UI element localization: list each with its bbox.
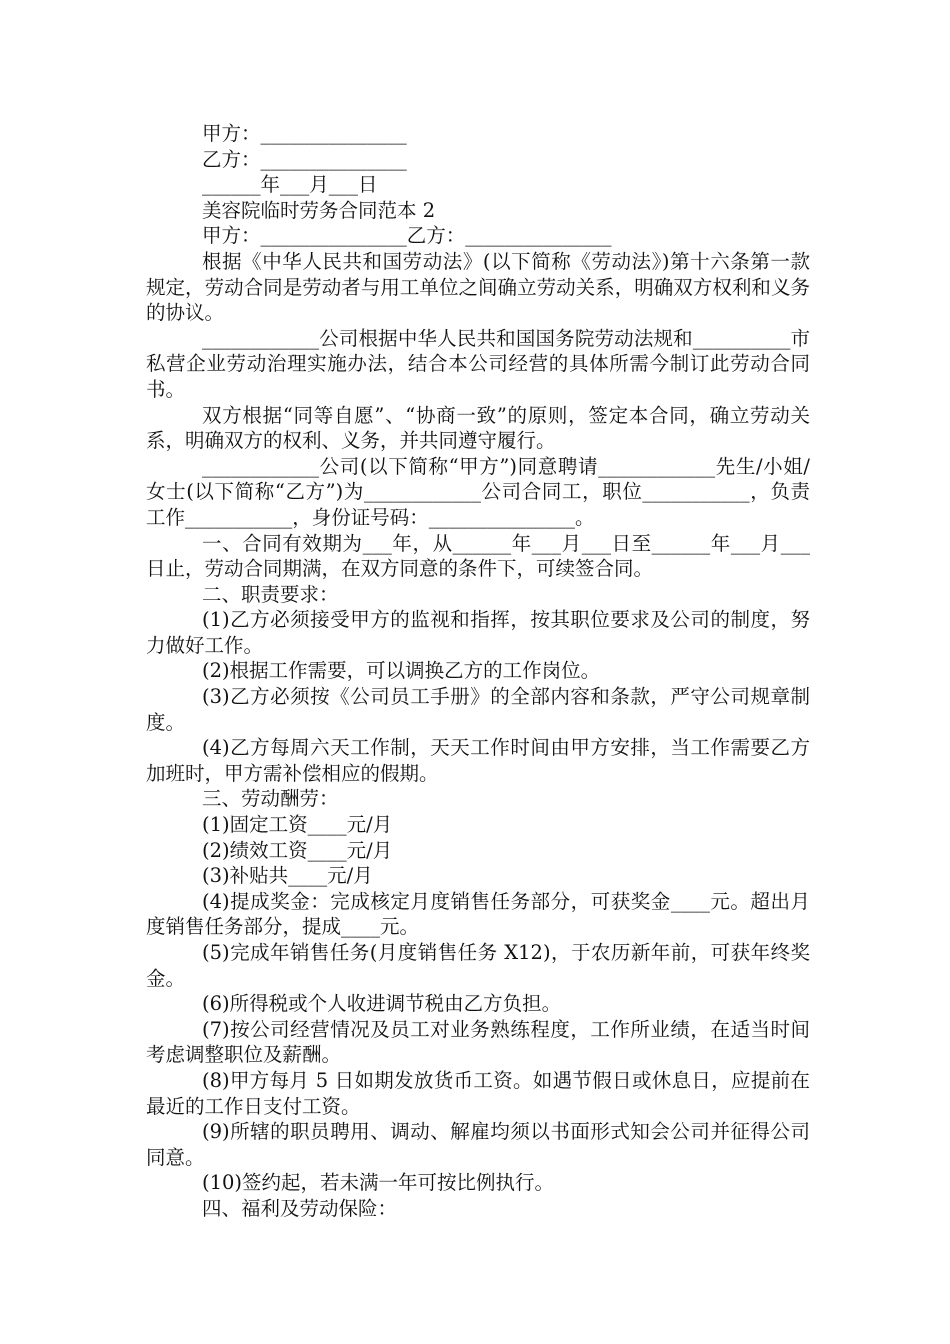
duty-item-3: (3)乙方必须按《公司员工手册》的全部内容和条款，严守公司规章制度。 [146, 685, 810, 734]
pay-item-5: (5)完成年销售任务(月度销售任务 X12)，于农历新年前，可获年终奖金。 [146, 941, 810, 990]
duty-item-4: (4)乙方每周六天工作制，天天工作时间由甲方安排，当工作需要乙方加班时，甲方需补偿相应的假期。 [146, 736, 810, 785]
paragraph-employment: ____________公司(以下简称“甲方”)同意聘请____________先生/小姐/女士(以下简称“乙方”)为____________公司合同工，职位___________，负责工作___________，身份证号码：_______________。 [146, 454, 810, 529]
pay-item-4: (4)提成奖金：完成核定月度销售任务部分，可获奖金____元。超出月度销售任务部分，提成____元。 [146, 889, 810, 939]
pay-item-3: (3)补贴共____元/月 [202, 864, 373, 888]
pay-item-8: (8)甲方每月 5 日如期发放货币工资。如遇节假日或休息日，应提前在最近的工作日支付工资。 [146, 1068, 810, 1118]
parties-line: 甲方：_______________乙方：_______________ [202, 224, 612, 248]
pay-item-9: (9)所辖的职员聘用、调动、解雇均须以书面形式知会公司并征得公司同意。 [146, 1120, 810, 1169]
clause-pay-heading: 三、劳动酬劳： [202, 787, 339, 811]
document-page [146, 121, 810, 1222]
pay-item-1: (1)固定工资____元/月 [202, 813, 393, 837]
party-a-line: 甲方：_______________ [202, 122, 407, 145]
paragraph-intro: 根据《中华人民共和国劳动法》(以下简称《劳动法》)第十六条第一款规定，劳动合同是劳动者与用工单位之间确立劳动关系，明确双方权利和义务的协议。 [146, 249, 810, 325]
duty-item-1: (1)乙方必须接受甲方的监视和指挥，按其职位要求及公司的制度，努力做好工作。 [146, 608, 810, 657]
paragraph-principle: 双方根据“同等自愿”、“协商一致”的原则，签定本合同，确立劳动关系，明确双方的权利、义务，并共同遵守履行。 [146, 403, 810, 453]
pay-item-6: (6)所得税或个人收进调节税由乙方负担。 [202, 992, 562, 1016]
clause-term: 一、合同有效期为___年，从______年___月___日至______年___月___日止，劳动合同期满，在双方同意的条件下，可续签合同。 [146, 531, 810, 581]
clause-duties-heading: 二、职责要求： [202, 582, 339, 606]
paragraph-company-basis: ____________公司根据中华人民共和国国务院劳动法规和__________市私营企业劳动治理实施办法，结合本公司经营的具体所需今制订此劳动合同书。 [146, 326, 810, 401]
date-line: ______年___月___日 [202, 173, 378, 197]
document-title: 美容院临时劳务合同范本 2 [202, 198, 436, 222]
party-b-line: 乙方：_______________ [202, 147, 407, 171]
duty-item-2: (2)根据工作需要，可以调换乙方的工作岗位。 [202, 659, 601, 683]
pay-item-7: (7)按公司经营情况及员工对业务熟练程度，工作所业绩，在适当时间考虑调整职位及薪酬。 [146, 1017, 810, 1067]
clause-welfare-heading: 四、福利及劳动保险： [202, 1196, 398, 1220]
pay-item-2: (2)绩效工资____元/月 [202, 838, 393, 862]
pay-item-10: (10)签约起，若未满一年可按比例执行。 [202, 1171, 555, 1195]
